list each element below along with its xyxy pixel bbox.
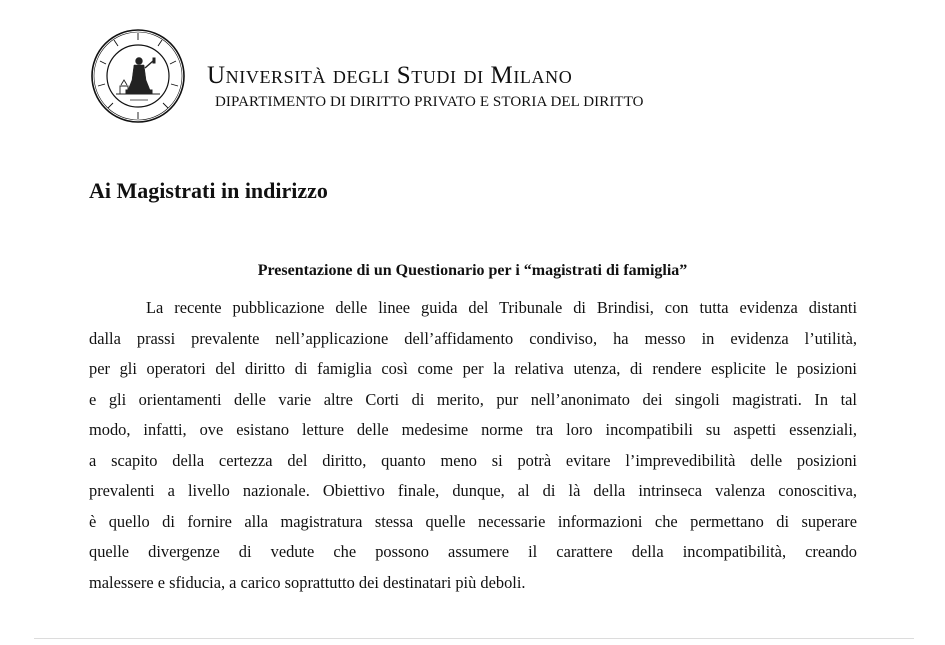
paragraph-line: per gli operatori del diritto di famiglia così come per la relativa utenza, di rendere esplicite le posizioni (89, 359, 857, 378)
paragraph-line: dalla prassi prevalente nell’applicazione dell’affidamento condiviso, ha messo in evidenza l’utilità, (89, 328, 857, 348)
salutation: Ai Magistrati in indirizzo (89, 178, 328, 203)
university-name: Università degli Studi di Milano (207, 62, 573, 89)
paragraph-line: e gli orientamenti delle varie altre Corti di merito, pur nell’anonimato dei singoli magistrati. In tal (89, 389, 857, 409)
paragraph-line: La recente pubblicazione delle linee guida del Tribunale di Brindisi, con tutta evidenza distanti (146, 298, 857, 317)
paragraph-line: malessere e sfiducia, a carico soprattutto dei destinatari più deboli. (89, 572, 526, 592)
paragraph-line: a scapito della certezza del diritto, quanto meno si potrà evitare l’imprevedibilità delle posizioni (89, 450, 857, 470)
university-seal-icon (90, 28, 186, 124)
paragraph-line: è quello di fornire alla magistratura stessa quelle necessarie informazioni che permettano di superare (89, 511, 857, 531)
paragraph-line: quelle divergenze di vedute che possono assumere il carattere della incompatibilità, creando (89, 542, 857, 561)
document-title: Presentazione di un Questionario per i “magistrati di famiglia” (257, 262, 688, 279)
page-divider (34, 638, 914, 639)
body-paragraph (89, 293, 857, 598)
department-name: DIPARTIMENTO DI DIRITTO PRIVATO E STORIA DEL DIRITTO (215, 94, 644, 110)
paragraph-line: modo, infatti, ove esistano letture delle medesime norme tra loro incompatibili su aspetti essenziali, (89, 420, 857, 439)
paragraph-line: prevalenti a livello nazionale. Obiettivo finale, dunque, al di là della intrinseca valenza conoscitiva, (89, 481, 857, 500)
